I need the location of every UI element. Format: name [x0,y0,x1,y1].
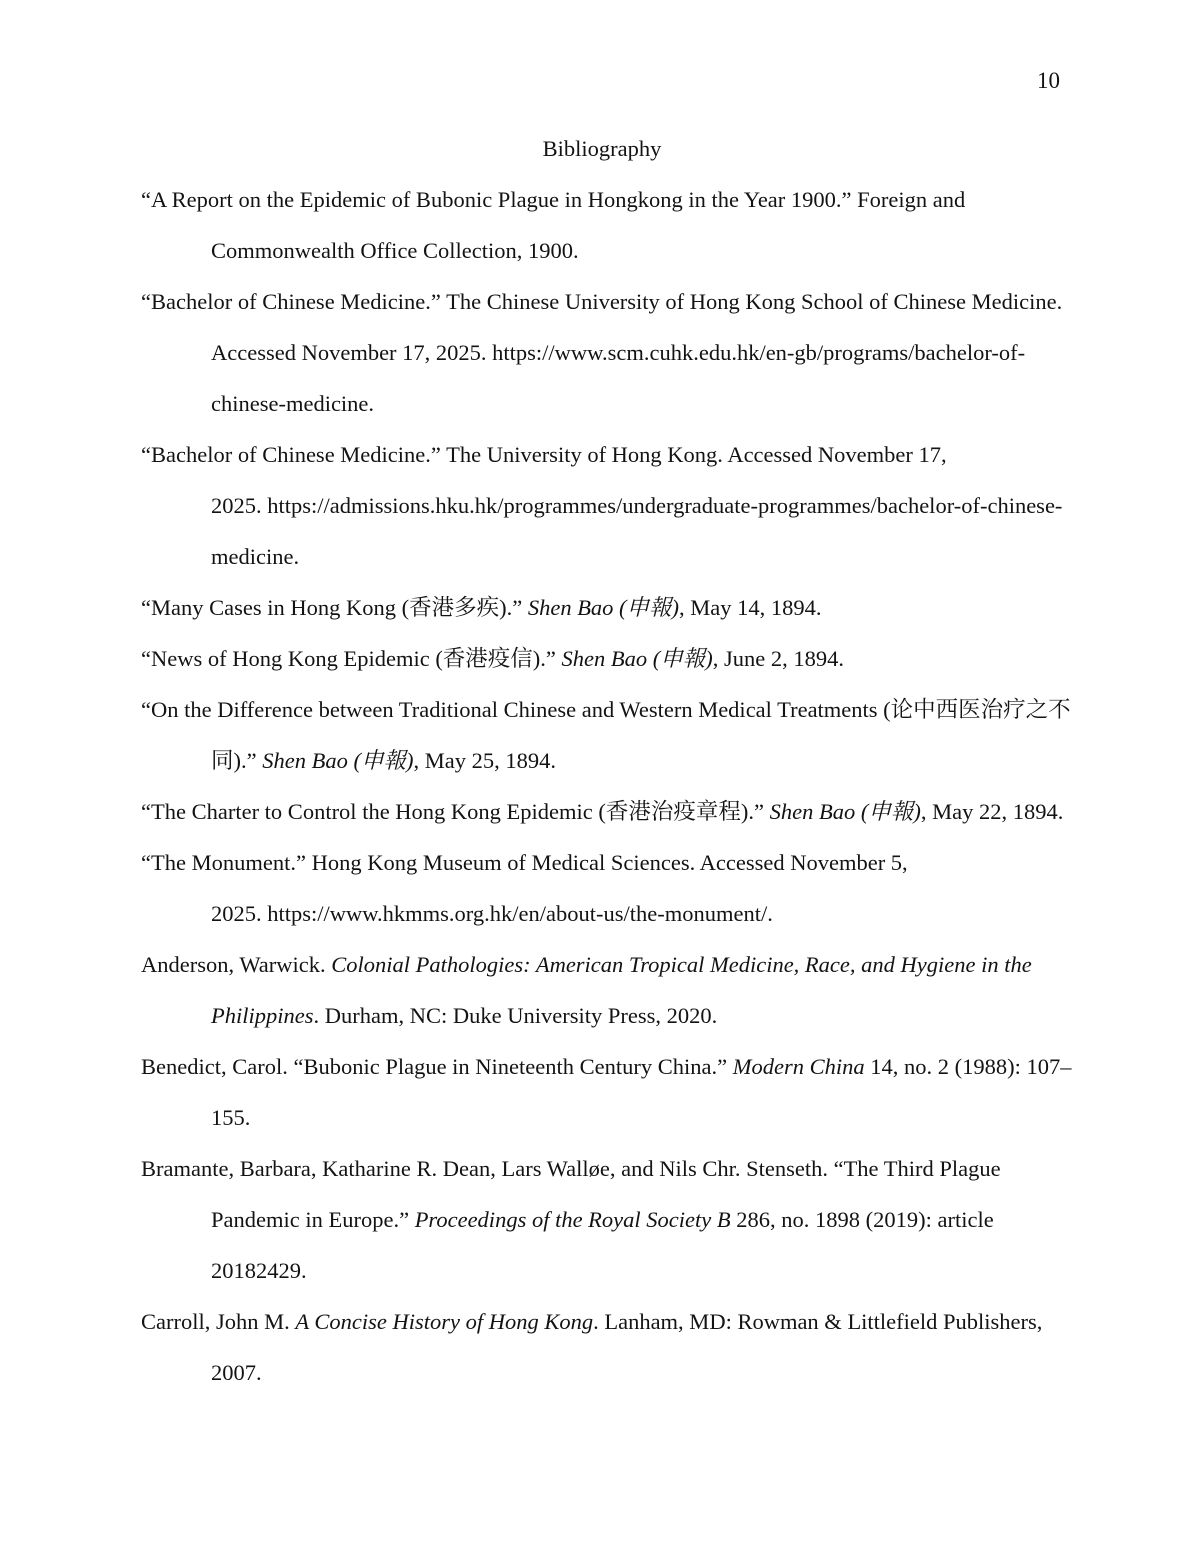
bibliography-entry [141,786,1063,837]
text-run: , May 22, 1894. [920,799,1064,824]
text-run: 同).” [211,748,263,773]
text-run: Accessed November 17, 2025. https://www.scm.cuhk.edu.hk/en-gb/programs/bachelor-of- [211,340,1026,365]
page-content [141,123,1072,1398]
text-run: Commonwealth Office Collection, 1900. [211,238,579,263]
text-run: 2007. [211,1360,262,1385]
text-run: , May 14, 1894. [679,595,822,620]
bib-line [141,990,1063,1041]
text-run: . Durham, NC: Duke University Press, 2020. [313,1003,718,1028]
text-run: “On the Difference between Traditional Chinese and Western Medical Treatments (论中西医治疗之不 [141,697,1071,722]
bib-line [141,1092,1063,1143]
bib-line [141,225,1063,276]
bib-line [141,582,1063,633]
italic-text-run: A Concise History of Hong Kong [295,1309,594,1334]
text-run: 155. [211,1105,251,1130]
bibliography-entry [141,1041,1072,1143]
bibliography-entry [141,633,1063,684]
bib-line [141,1296,1063,1347]
bib-line [141,888,1063,939]
italic-text-run: Philippines [211,1003,314,1028]
text-run: Bramante, Barbara, Katharine R. Dean, Lars Walløe, and Nils Chr. Stenseth. “The Third Plague [141,1156,1001,1181]
italic-text-run: Shen Bao (申報) [561,646,713,671]
bib-line [141,429,1063,480]
bibliography-entry [141,939,1063,1041]
italic-text-run: Shen Bao (申報) [262,748,414,773]
bib-line [141,174,1063,225]
bibliography-title: Bibliography [542,136,662,161]
bib-line [141,480,1063,531]
bib-line [141,531,1063,582]
italic-text-run: Shen Bao (申報) [527,595,680,620]
text-run: Carroll, John M. [141,1309,296,1334]
italic-text-run: Proceedings of the Royal Society B [414,1207,731,1232]
text-run: , June 2, 1894. [712,646,845,671]
bibliography-entry [141,276,1063,429]
bib-line [141,1041,1072,1092]
text-run: 14, no. 2 (1988): 107– [864,1054,1072,1079]
bibliography-entry [141,684,1071,786]
bibliography-entry [141,1296,1063,1398]
bib-line [141,735,1063,786]
text-run: 2025. https://admissions.hku.hk/programmes/undergraduate-programmes/bachelor-of-chinese- [211,493,1063,518]
bibliography-entry [141,174,1063,276]
text-run: 2025. https://www.hkmms.org.hk/en/about-us/the-monument/. [211,901,773,926]
text-run: “A Report on the Epidemic of Bubonic Plague in Hongkong in the Year 1900.” Foreign and [141,187,966,212]
bib-line [141,276,1063,327]
text-run: “The Monument.” Hong Kong Museum of Medical Sciences. Accessed November 5, [141,850,908,875]
italic-text-run: Colonial Pathologies: American Tropical Medicine, Race, and Hygiene in the [331,952,1032,977]
text-run: “News of Hong Kong Epidemic (香港疫信).” [141,646,562,671]
bibliography-entry [141,837,1063,939]
bib-line [141,939,1063,990]
text-run: Anderson, Warwick. [141,952,332,977]
text-run: . Lanham, MD: Rowman & Littlefield Publishers, [593,1309,1043,1334]
text-run: “Bachelor of Chinese Medicine.” The Chinese University of Hong Kong School of Chinese Medicine. [141,289,1063,314]
text-run: , May 25, 1894. [413,748,556,773]
text-run: “Many Cases in Hong Kong (香港多疾).” [141,595,528,620]
bib-line [141,786,1063,837]
bibliography-entry [141,429,1063,582]
text-run: medicine. [211,544,300,569]
bib-line [141,378,1063,429]
bib-line [141,327,1063,378]
text-run: 286, no. 1898 (2019): article [730,1207,994,1232]
bib-line [141,1143,1063,1194]
bibliography-entry [141,1143,1063,1296]
text-run: Pandemic in Europe.” [211,1207,415,1232]
bibliography-entry [141,582,1063,633]
text-run: 20182429. [211,1258,307,1283]
text-run: “Bachelor of Chinese Medicine.” The University of Hong Kong. Accessed November 17, [141,442,947,467]
bib-line [141,684,1071,735]
bib-line [141,1194,1063,1245]
text-run: Benedict, Carol. “Bubonic Plague in Nineteenth Century China.” [141,1054,733,1079]
bib-line [141,633,1063,684]
italic-text-run: Modern China [732,1054,865,1079]
text-run: “The Charter to Control the Hong Kong Epidemic (香港治疫章程).” [141,799,770,824]
bibliography-list [141,174,1072,1398]
italic-text-run: Shen Bao (申報) [769,799,921,824]
bib-line [141,1347,1063,1398]
bib-line [141,837,1063,888]
text-run: chinese-medicine. [211,391,375,416]
bib-line [141,1245,1063,1296]
page-number: 10 [1037,68,1060,93]
